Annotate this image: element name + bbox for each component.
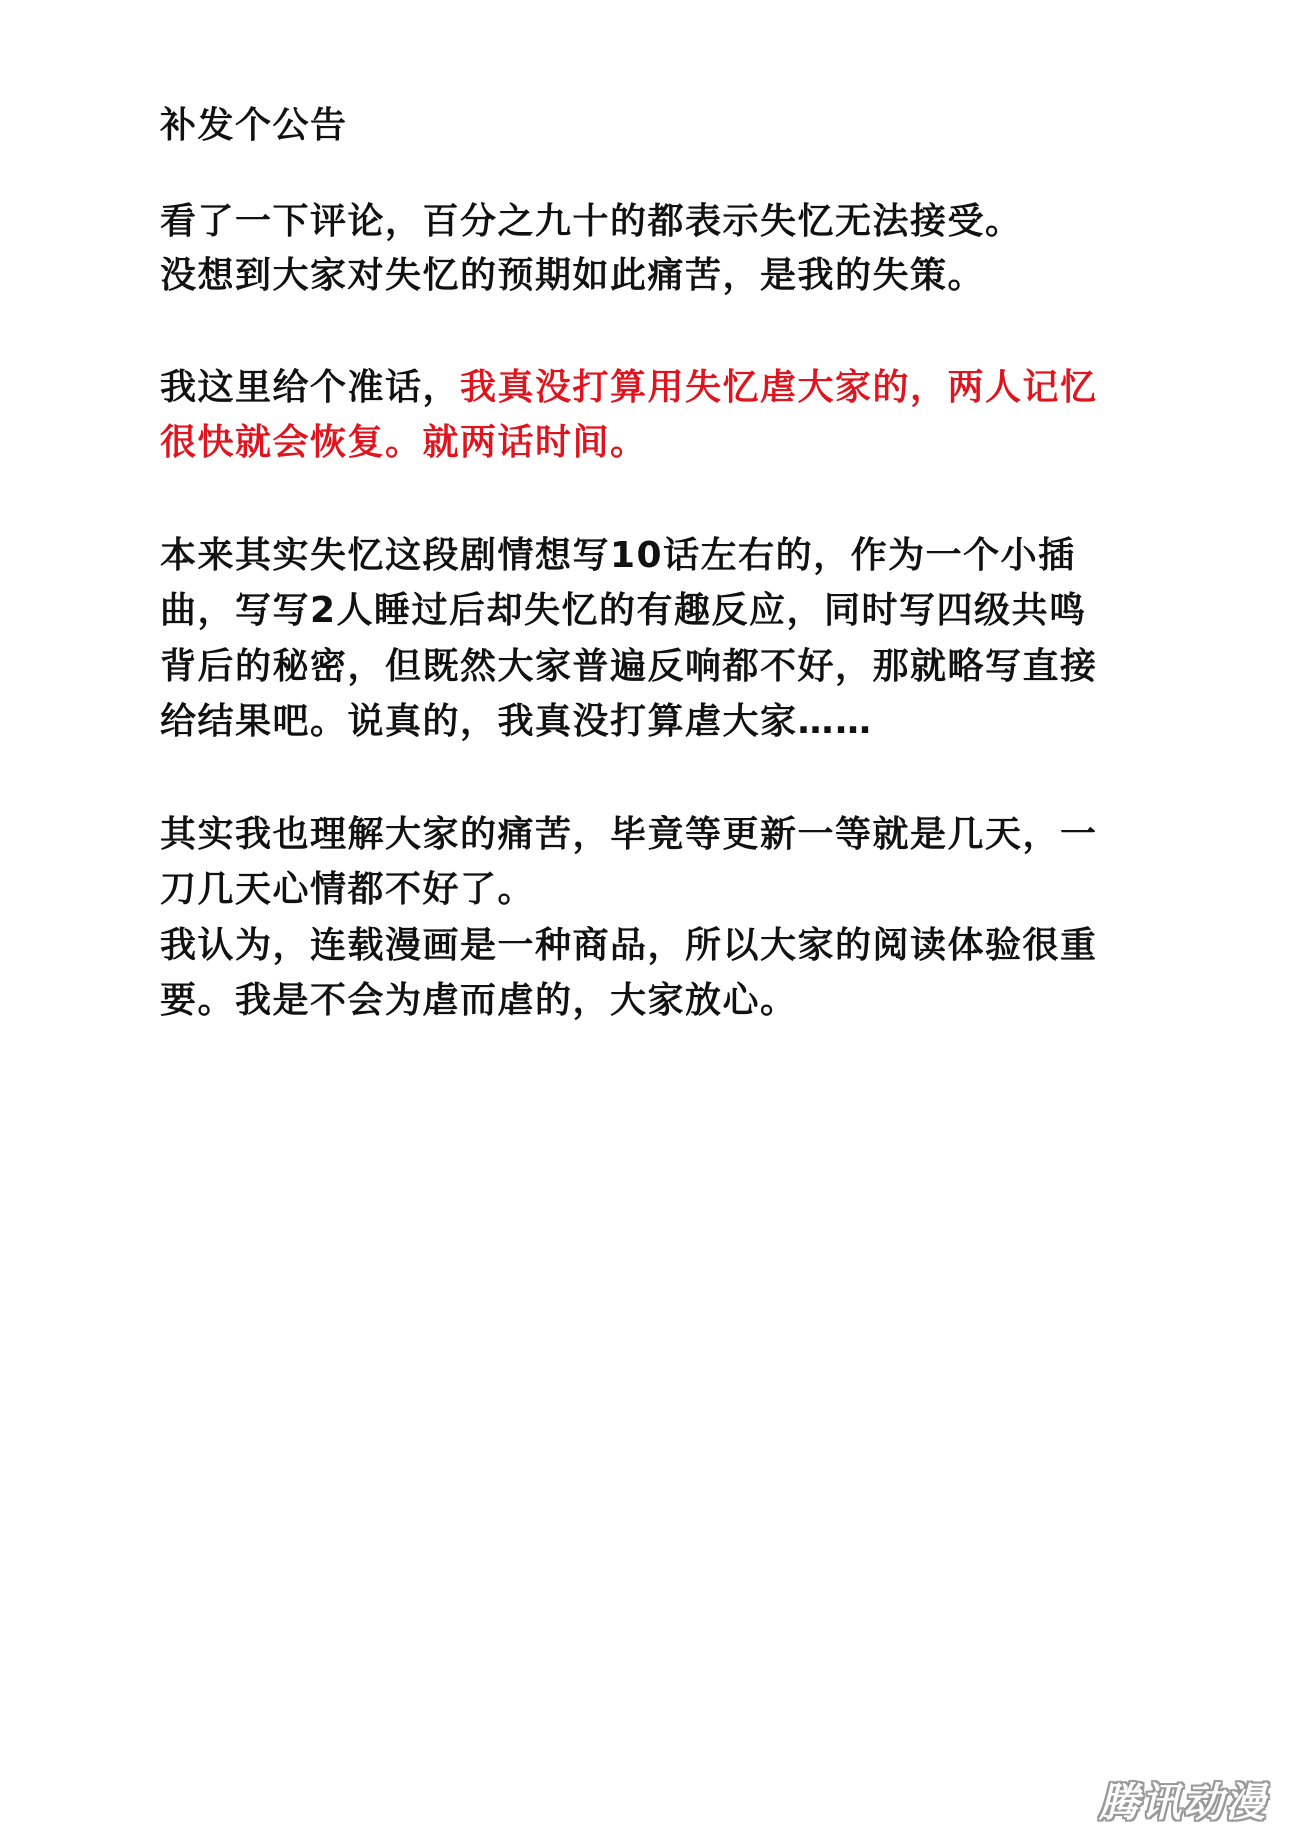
paragraph-1-line-1: 看了一下评论，百分之九十的都表示失忆无法接受。 xyxy=(160,201,1023,242)
paragraph-4-line-1: 其实我也理解大家的痛苦，毕竟等更新一等就是几天，一 xyxy=(160,814,1098,855)
paragraph-2-highlight-text: 我真没打算用失忆虐大家的，两人记忆 xyxy=(460,367,1098,408)
paragraph-4-line-3: 我认为，连载漫画是一种商品，所以大家的阅读体验很重 xyxy=(160,925,1098,966)
paragraph-2-intro-text: 我这里给个准话， xyxy=(160,367,461,408)
paragraph-3-line-1: 本来其实失忆这段剧情想写10话左右的，作为一个小插 xyxy=(160,535,1076,576)
paragraph-4-line-2: 刀几天心情都不好了。 xyxy=(160,869,536,910)
paragraph-1-line-2: 没想到大家对失忆的预期如此痛苦，是我的失策。 xyxy=(160,255,986,296)
paragraph-2-line-1 xyxy=(160,366,1098,410)
paragraph-3-line-4: 给结果吧。说真的，我真没打算虐大家…… xyxy=(160,701,873,742)
paragraph-3-line-2: 曲，写写2人睡过后却失忆的有趣反应，同时写四级共鸣 xyxy=(160,590,1087,631)
watermark-text: 腾讯动漫 xyxy=(1099,1779,1267,1826)
announcement-title: 补发个公告 xyxy=(160,105,348,146)
paragraph-3-line-3: 背后的秘密，但既然大家普遍反响都不好，那就略写直接 xyxy=(160,646,1098,687)
paragraph-4-line-4: 要。我是不会为虐而虐的，大家放心。 xyxy=(160,980,798,1021)
paragraph-2-line-2: 很快就会恢复。就两话时间。 xyxy=(160,422,648,463)
tencent-comic-watermark xyxy=(1080,1775,1286,1826)
